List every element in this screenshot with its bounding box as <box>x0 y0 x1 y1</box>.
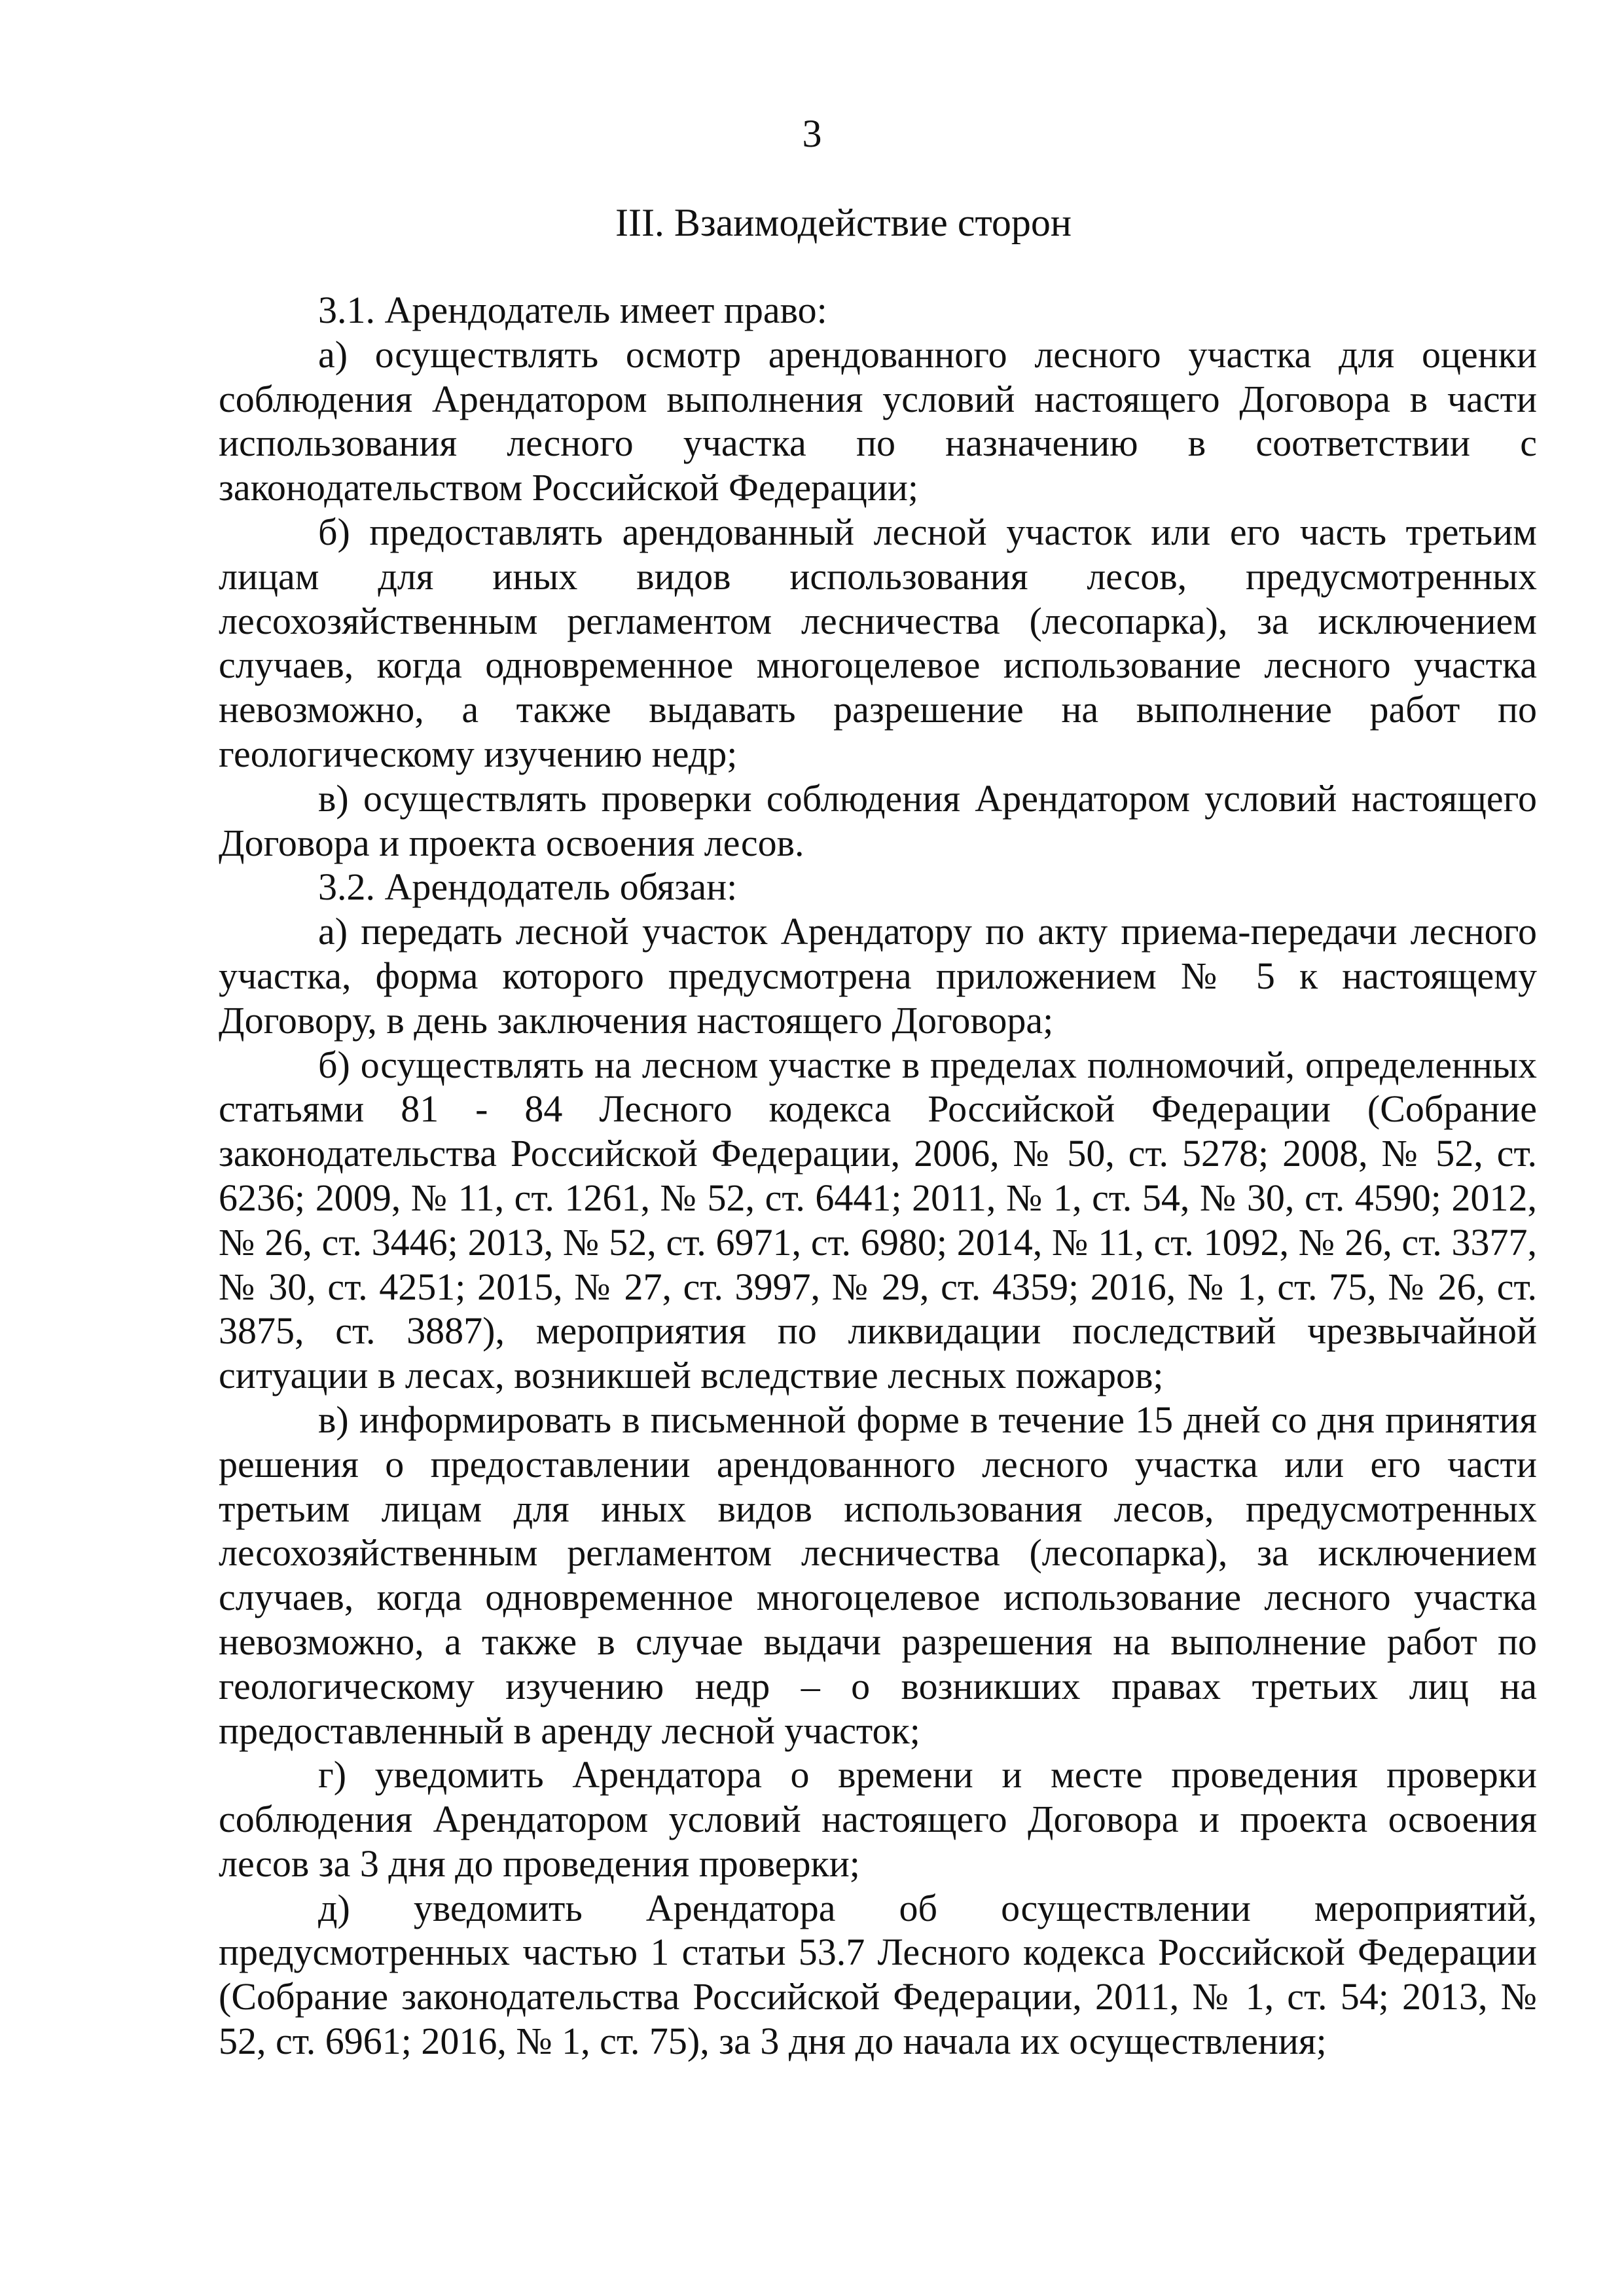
paragraph-3-1-a: а) осуществлять осмотр арендованного лесного участка для оценки соблюдения Арендатором выполнения условий настоящего Договора в части использования лесного участка по назначению в соответствии с законодательством Российской Федерации; <box>219 333 1537 509</box>
paragraph-3-2-v: в) информировать в письменной форме в течение 15 дней со дня принятия решения о предоставлении арендованного лесного участка или его части третьим лицам для иных видов использования лесов, предусмотренных лесохозяйственным регламентом лесничества (лесопарка), за исключением случаев, когда одновременное многоцелевое использование лесного участка невозможно, а также в случае выдачи разрешения на выполнение работ по геологическому изучению недр – о возникших правах третьих лиц на предоставленный в аренду лесной участок; <box>219 1398 1537 1752</box>
paragraph-3-2: 3.2. Арендодатель обязан: <box>318 866 738 909</box>
paragraph-3-2-g: г) уведомить Арендатора о времени и месте проведения проверки соблюдения Арендатором условий настоящего Договора и проекта освоения лесов за 3 дня до проведения проверки; <box>219 1753 1537 1885</box>
paragraph-3-1: 3.1. Арендодатель имеет право: <box>318 289 827 331</box>
paragraph-3-1-b: б) предоставлять арендованный лесной участок или его часть третьим лицам для иных видов использования лесов, предусмотренных лесохозяйственным регламентом лесничества (лесопарка), за исключением случаев, когда одновременное многоцелевое использование лесного участка невозможно, а также выдавать разрешение на выполнение работ по геологическому изучению недр; <box>219 510 1537 775</box>
section-title: III. Взаимодействие сторон <box>615 201 1072 244</box>
paragraph-3-2-d: д) уведомить Арендатора об осуществлении мероприятий, предусмотренных частью 1 статьи 53.7 Лесного кодекса Российской Федерации (Собрание законодательства Российской Федерации, 2011, № 1, ст. 54; 2013, № 52, ст. 6961; 2016, № 1, ст. 75), за 3 дня до начала их осуществления; <box>219 1886 1537 2063</box>
paragraph-3-2-b: б) осуществлять на лесном участке в пределах полномочий, определенных статьями 81 - 84 Лесного кодекса Российской Федерации (Собрание законодательства Российской Федерации, 2006, № 50, ст. 5278; 2008, № 52, ст. 6236; 2009, № 11, ст. 1261, № 52, ст. 6441; 2011, № 1, ст. 54, № 30, ст. 4590; 2012, № 26, ст. 3446; 2013, № 52, ст. 6971, ст. 6980; 2014, № 11, ст. 1092, № 26, ст. 3377, № 30, ст. 4251; 2015, № 27, ст. 3997, № 29, ст. 4359; 2016, № 1, ст. 75, № 26, ст. 3875, ст. 3887), мероприятия по ликвидации последствий чрезвычайной ситуации в лесах, возникшей вследствие лесных пожаров; <box>219 1043 1537 1397</box>
document-body <box>219 288 1537 2064</box>
page-number: 3 <box>802 112 822 155</box>
paragraph-3-1-v: в) осуществлять проверки соблюдения Арендатором условий настоящего Договора и проекта освоения лесов. <box>219 776 1537 864</box>
paragraph-3-2-a: а) передать лесной участок Арендатору по акту приема-передачи лесного участка, форма которого предусмотрена приложением № 5 к настоящему Договору, в день заключения настоящего Договора; <box>219 910 1537 1042</box>
